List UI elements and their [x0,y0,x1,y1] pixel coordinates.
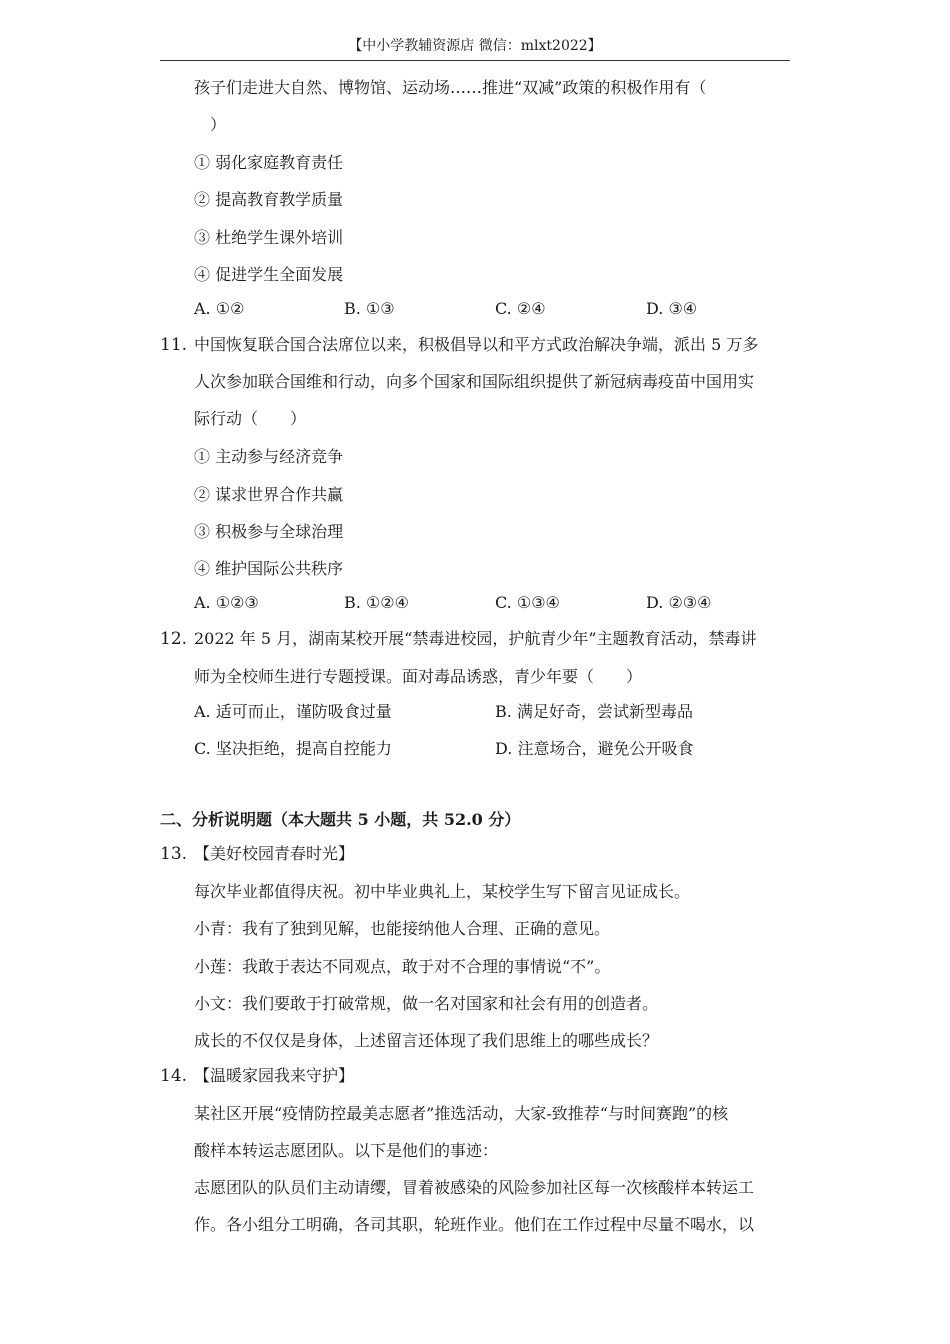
q11-option-a[interactable]: A. ①②③ [194,593,259,612]
q12-stem-line-2: 师为全校师生进行专题授课。面对毒品诱惑，青少年要（ ） [194,667,643,686]
q10-option-d[interactable]: D. ③④ [646,299,698,318]
q12-option-a[interactable]: A. 适可而止，谨防吸食过量 [194,702,392,721]
q13-line-3: 小莲：我敢于表达不同观点，敢于对不合理的事情说“不”。 [194,957,611,976]
header-divider [160,60,790,61]
q12-option-b[interactable]: B. 满足好奇，尝试新型毒品 [495,702,693,721]
q11-option-c[interactable]: C. ①③④ [495,593,560,612]
q11-item-1: ① 主动参与经济竞争 [194,447,344,466]
q12-option-d[interactable]: D. 注意场合，避免公开吸食 [495,739,694,758]
q10-item-4: ④ 促进学生全面发展 [194,265,344,284]
q11-stem-line-1: 中国恢复联合国合法席位以来，积极倡导以和平方式政治解决争端，派出 5 万多 [194,335,759,354]
q10-stem-line-2: ） [210,115,227,134]
q10-stem-line-1: 孩子们走进大自然、博物馆、运动场……推进“双减”政策的积极作用有（ [194,78,707,97]
q11-item-2: ② 谋求世界合作共赢 [194,485,344,504]
q11-number: 11. [160,335,188,355]
section-2-heading: 二、分析说明题（本大题共 5 小题，共 52.0 分） [160,810,521,829]
q11-option-b[interactable]: B. ①②④ [344,593,409,612]
q13-number: 13. [160,844,188,864]
q10-option-a[interactable]: A. ①② [194,299,245,318]
q10-option-b[interactable]: B. ①③ [344,299,395,318]
q13-line-2: 小青：我有了独到见解，也能接纳他人合理、正确的意见。 [194,919,611,938]
q14-line-4: 作。各小组分工明确，各司其职，轮班作业。他们在工作过程中尽量不喝水，以 [194,1215,755,1234]
q12-number: 12. [160,629,188,649]
q10-item-1: ① 弱化家庭教育责任 [194,153,344,172]
q11-stem-line-2: 人次参加联合国维和行动，向多个国家和国际组织提供了新冠病毒疫苗中国用实 [194,372,755,391]
q13-line-1: 每次毕业都值得庆祝。初中毕业典礼上，某校学生写下留言见证成长。 [194,882,691,901]
q13-line-5: 成长的不仅仅是身体，上述留言还体现了我们思维上的哪些成长？ [194,1031,659,1050]
q11-option-d[interactable]: D. ②③④ [646,593,712,612]
q14-line-2: 酸样本转运志愿团队。以下是他们的事迹： [194,1141,499,1160]
q14-line-3: 志愿团队的队员们主动请缨，冒着被感染的风险参加社区每一次核酸样本转运工 [194,1178,755,1197]
q14-line-1: 某社区开展“疫情防控最美志愿者”推选活动，大家-致推荐“与时间赛跑”的核 [194,1104,729,1123]
q10-option-c[interactable]: C. ②④ [495,299,546,318]
page-header: 【中小学教辅资源店 微信：mlxt2022】 [348,38,602,54]
q14-number: 14. [160,1066,188,1086]
q12-stem-line-1: 2022 年 5 月，湖南某校开展“禁毒进校园，护航青少年”主题教育活动，禁毒讲 [194,629,757,648]
q13-title: 【美好校园青春时光】 [194,844,355,863]
q12-option-c[interactable]: C. 坚决拒绝，提高自控能力 [194,739,392,758]
q14-title: 【温暖家园我来守护】 [194,1066,355,1085]
q11-stem-line-3: 际行动（ ） [194,409,307,428]
q10-item-3: ③ 杜绝学生课外培训 [194,228,344,247]
q11-item-3: ③ 积极参与全球治理 [194,522,344,541]
q13-line-4: 小文：我们要敢于打破常规，做一名对国家和社会有用的创造者。 [194,994,659,1013]
q11-item-4: ④ 维护国际公共秩序 [194,559,344,578]
q10-item-2: ② 提高教育教学质量 [194,190,344,209]
